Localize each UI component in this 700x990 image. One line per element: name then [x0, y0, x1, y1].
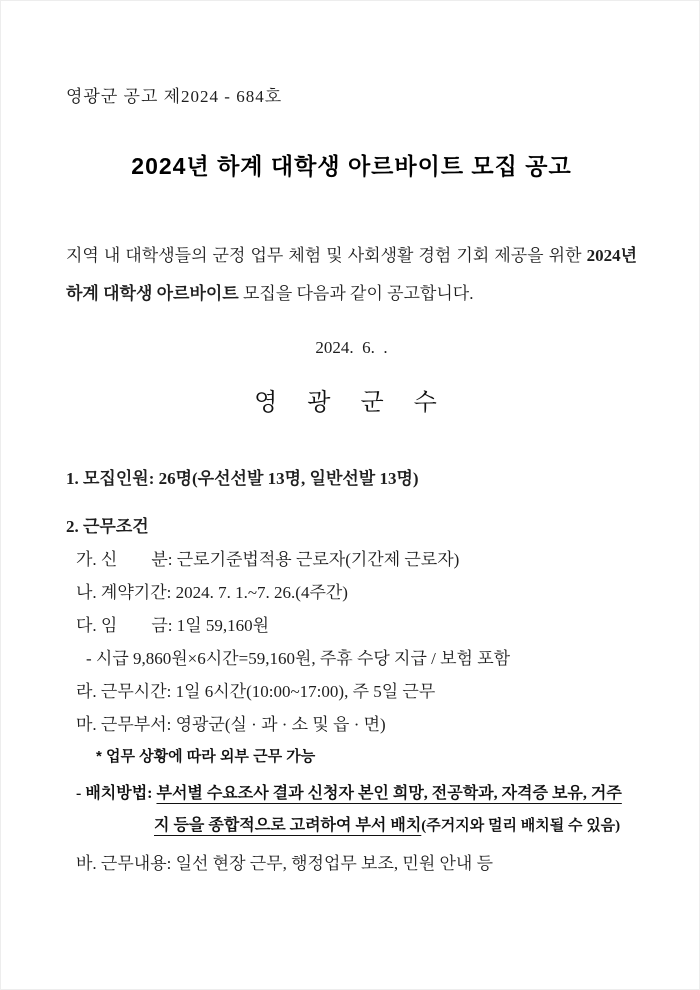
condition-work-hours: 라. 근무시간: 1일 6시간(10:00~17:00), 주 5일 근무: [76, 682, 436, 701]
intro-text-pre: 지역 내 대학생들의 군정 업무 체험 및 사회생활 경험 기회 제공을 위한: [66, 246, 587, 265]
placement-label: - 배치방법:: [76, 785, 157, 802]
doc-number: 영광군 공고 제2024 - 684호: [66, 87, 283, 106]
signer-title: 영 광 군 수: [254, 390, 449, 416]
placement-underlined-text: 부서별 수요조사 결과 신청자 본인 희망, 전공학과, 자격증 보유, 거주지 등을 종합적으로 고려하여 부서 배치: [154, 785, 622, 834]
condition-wage-detail: - 시급 9,860원×6시간=59,160원, 주휴 수당 지급 / 보험 포함: [86, 649, 511, 668]
condition-contract-period: 나. 계약기간: 2024. 7. 1.~7. 26.(4주간): [76, 583, 348, 602]
condition-work-content: 바. 근무내용: 일선 현장 근무, 행정업무 보조, 민원 안내 등: [76, 854, 494, 873]
page-title: 2024년 하계 대학생 아르바이트 모집 공고: [131, 153, 572, 179]
placement-method: [76, 778, 637, 842]
work-conditions-heading: 2. 근무조건: [66, 517, 149, 536]
announcement-date: 2024. 6. .: [315, 338, 388, 357]
intro-text-bold: 2024년 하계 대학생 아르바이트: [66, 246, 642, 303]
condition-status: 가. 신 분: 근로기준법적용 근로자(기간제 근로자): [76, 550, 460, 569]
intro-text-post: 모집을 다음과 같이 공고합니다.: [238, 284, 474, 303]
outdoor-work-note: * 업무 상황에 따라 외부 근무 가능: [96, 748, 316, 765]
intro-paragraph: [66, 237, 642, 313]
placement-suffix-text: (주거지와 멀리 배치될 수 있음): [421, 818, 621, 834]
recruit-count-heading: 1. 모집인원: 26명(우선선발 13명, 일반선발 13명): [66, 469, 419, 488]
condition-wage: 다. 임 금: 1일 59,160원: [76, 616, 270, 635]
condition-department: 마. 근무부서: 영광군(실 · 과 · 소 및 읍 · 면): [76, 715, 386, 734]
